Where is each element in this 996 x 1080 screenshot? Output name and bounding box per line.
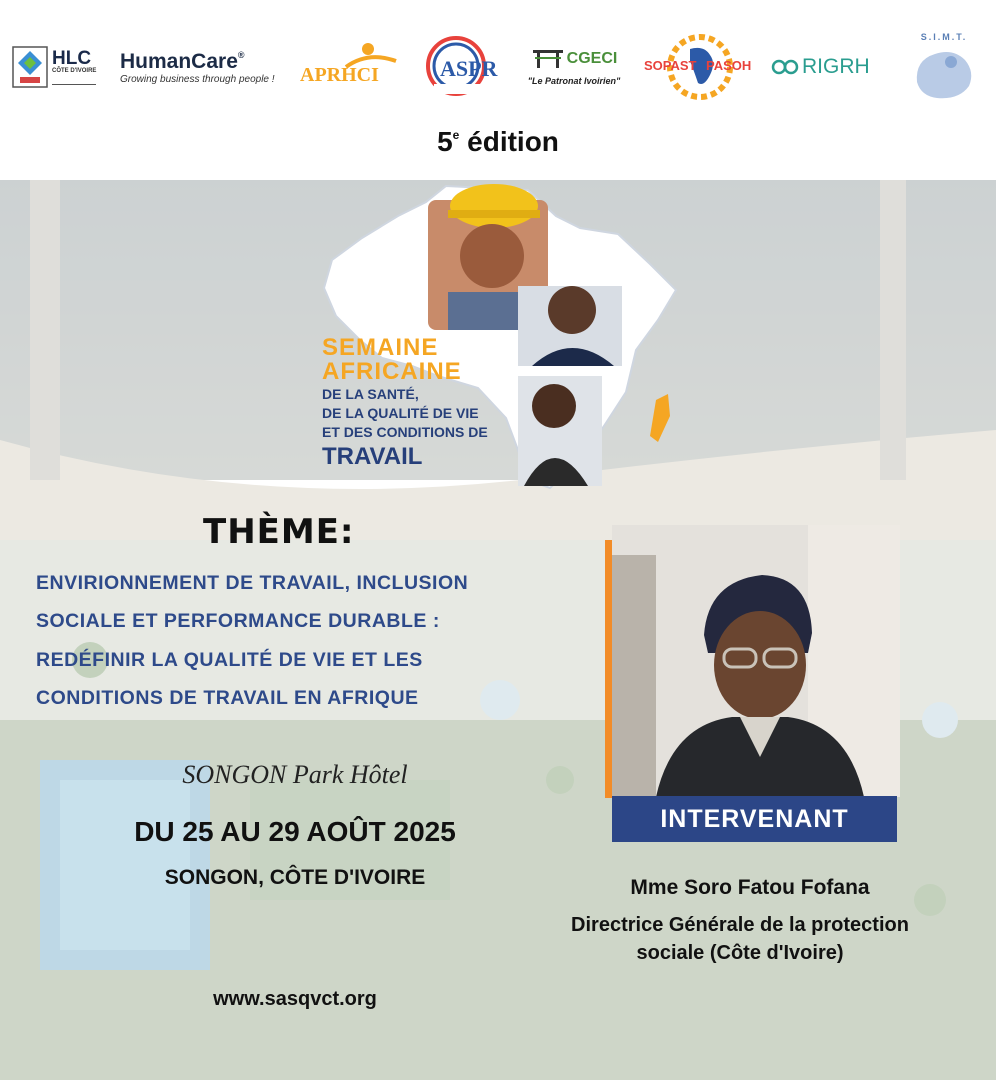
speaker-portrait-image — [612, 525, 900, 797]
website-link[interactable]: www.sasqvct.org — [213, 988, 377, 1010]
rigrh-loop-icon — [770, 57, 800, 77]
edition-sup: e — [452, 128, 460, 142]
humancare-tagline: Growing business through people ! — [120, 73, 275, 85]
venue-name: SONGON Park Hôtel — [182, 760, 408, 789]
hlc-emblem-icon — [12, 45, 48, 89]
sopast-logo — [640, 28, 760, 106]
humancare-logo — [120, 28, 290, 106]
cgeci-gate-icon — [531, 48, 565, 70]
sopast-name: SOPAST — [644, 58, 697, 73]
humancare-name: HumanCare — [120, 49, 238, 73]
event-dates: DU 25 AU 29 AOÛT 2025 — [134, 816, 456, 847]
event-location: SONGON, CÔTE D'IVOIRE — [164, 866, 426, 889]
rigrh-name: RIGRH — [802, 55, 870, 78]
rigrh-logo — [770, 28, 874, 106]
event-name-line4: DE LA QUALITÉ DE VIE — [322, 405, 479, 421]
partner-logos — [0, 28, 996, 108]
event-name-line1: SEMAINE — [322, 334, 439, 361]
cgeci-tagline: "Le Patronat Ivoirien" — [527, 76, 621, 86]
event-name-line2: AFRICAINE — [322, 358, 462, 385]
simt-logo — [904, 28, 984, 106]
theme-line: SOCIALE ET PERFORMANCE DURABLE : — [36, 610, 440, 632]
event-name-line3: DE LA SANTÉ, — [322, 386, 419, 402]
speaker-role-line1: Directrice Générale de la protection — [571, 914, 909, 936]
hlc-name: HLC — [52, 48, 92, 69]
humancare-registered: ® — [237, 49, 245, 60]
edition-label: édition — [467, 126, 559, 157]
speaker-role-line2: sociale (Côte d'Ivoire) — [636, 942, 844, 964]
edition-heading — [0, 126, 996, 158]
speaker-name: Mme Soro Fatou Fofana — [630, 876, 870, 899]
theme-line: REDÉFINIR LA QUALITÉ DE VIE ET LES — [36, 649, 423, 671]
aprhci-logo — [298, 28, 408, 106]
aspr-logo — [422, 28, 508, 106]
theme-line: CONDITIONS DE TRAVAIL EN AFRIQUE — [36, 687, 419, 709]
hlc-sub: CÔTE D'IVOIRE — [52, 68, 97, 74]
hlc-logo — [12, 28, 102, 106]
speaker-photo — [612, 525, 900, 797]
pasoh-name: PASOH — [706, 58, 752, 73]
simt-name: S.I.M.T. — [920, 32, 968, 42]
theme-line: ENVIRIONNEMENT DE TRAVAIL, INCLUSION — [36, 572, 469, 594]
aprhci-name: APRHCI — [300, 64, 379, 86]
simt-figure-icon — [907, 42, 981, 104]
speaker-badge: INTERVENANT — [612, 796, 897, 842]
event-name-line5: ET DES CONDITIONS DE — [322, 424, 488, 440]
cgeci-logo — [522, 28, 626, 106]
event-name-line6: TRAVAIL — [322, 443, 423, 470]
businessman-photo — [518, 286, 622, 366]
woman-photo — [518, 376, 602, 486]
edition-number: 5 — [437, 126, 453, 157]
theme-title: THÈME: — [203, 512, 355, 552]
aspr-name: ASPR — [440, 56, 498, 81]
cgeci-name: CGECI — [566, 50, 618, 67]
